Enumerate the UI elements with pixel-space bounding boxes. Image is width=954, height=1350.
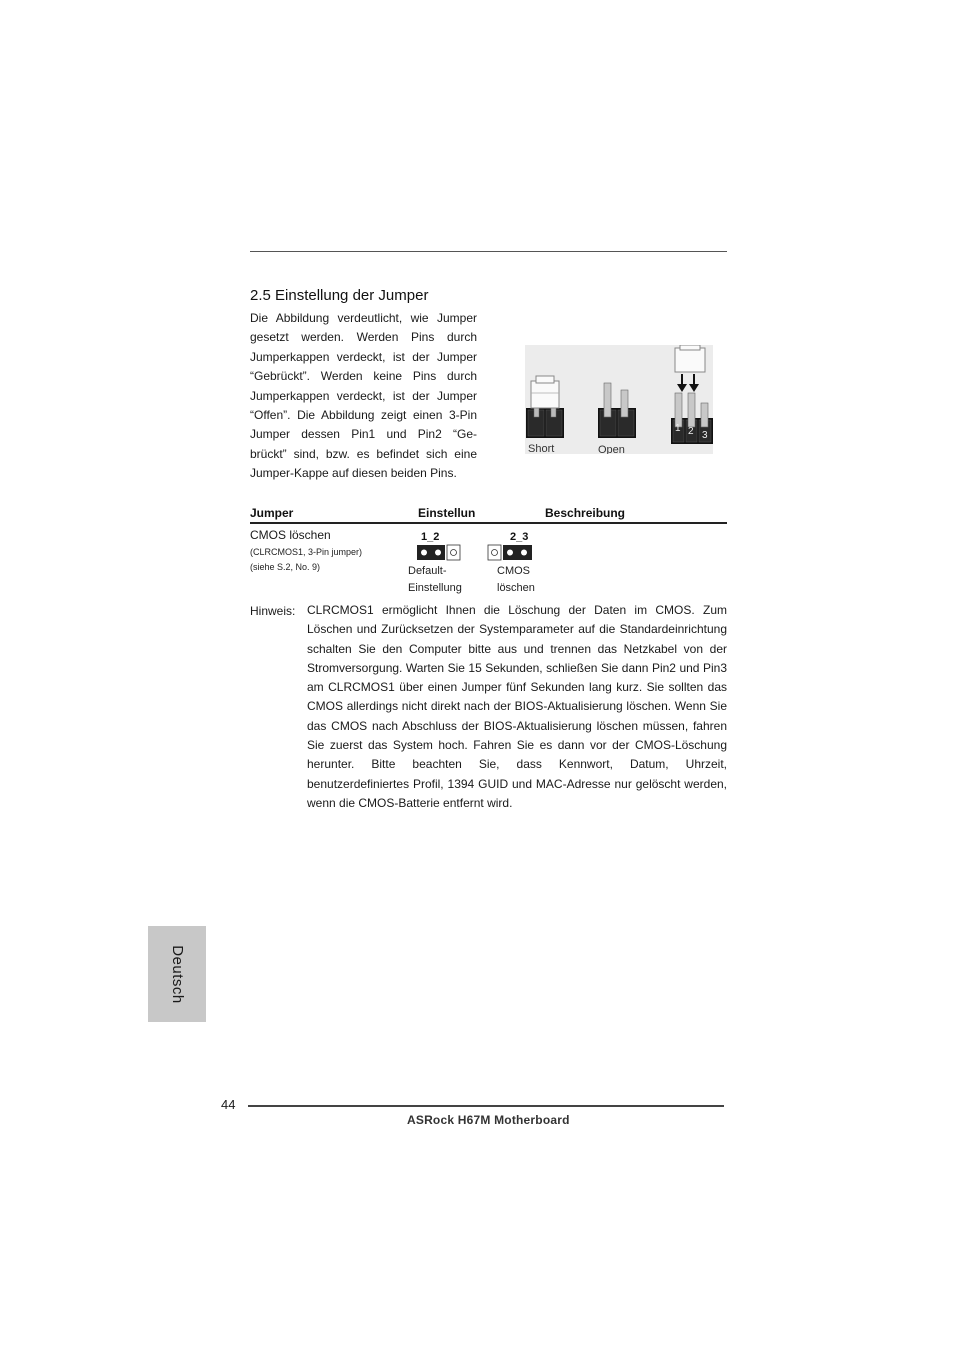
default-caption-line-2: Einstellung [408, 582, 462, 594]
footer-title: ASRock H67M Motherboard [407, 1113, 570, 1127]
jumper-detail-1: (CLRCMOS1, 3-Pin jumper) [250, 547, 363, 557]
section-title: 2.5 Einstellung der Jumper [250, 287, 429, 304]
pin-3-label: 3 [702, 430, 708, 441]
default-setting-svg [407, 528, 463, 564]
jumper-name: CMOS löschen [250, 528, 331, 542]
clear-cmos-svg [486, 528, 542, 564]
clear-cmos-diagram [486, 528, 542, 564]
note-text: CLRCMOS1 ermöglicht Ihnen die Löschung der Daten im CMOS. Zum Löschen und Zurücksetzen der Systemparameter auf die Standardeinrichtung schalten Sie den Computer bitte aus und trennen das Netzkabel von der Stromversorgung. Warten Sie 15 Sekunden, schließen Sie dann Pin2 und Pin3 am CLRCMOS1 über einen Jumper fünf Sekunden lang kurz. Sie sollten das CMOS allerdings nicht direkt nach der BIOS-Aktualisierung löschen. Wenn Sie das CMOS nach Abschluss der BIOS-Aktualisierung löschen müssen, fahren Sie zuerst das System hoch. Fahren Sie es dann vor der CMOS-Löschung herunter. Bitte beachten Sie, dass Kennwort, Datum, Uhrzeit, benutzerdefiniertes Profil, 1394 GUID und MAC-Adresse nur gelöscht werden, wenn die CMOS-Batterie entfernt wird. [307, 603, 727, 810]
short-label: Short [528, 443, 555, 454]
default-pins-label: 1_2 [421, 531, 440, 543]
page-number: 44 [221, 1097, 236, 1112]
clear-caption-line-2: löschen [497, 582, 535, 594]
default-caption-line-1: Default- [408, 565, 447, 577]
jumper-illustration [525, 345, 713, 454]
language-side-tab [148, 926, 206, 1022]
footer-rule [248, 1105, 724, 1107]
intro-paragraph: Die Abbildung verdeutlicht, wie Jumper gesetzt werden. Werden Pins durch Jumperkappen verdeckt, ist der Jumper “Gebrückt”. Werden keine Pins durch Jumperkappen verdeckt, ist der Jumper “Offen”. Die Abbildung zeigt einen 3-Pin Jumper dessen Pin1 und Pin2 “Ge- brückt” sind, bzw. es befindet sich eine Jumper-Kappe auf diesen beiden Pins. [250, 311, 477, 481]
table-header-jumper: Jumper [250, 506, 294, 520]
default-setting-diagram [407, 528, 463, 564]
table-header-rule [250, 522, 727, 524]
jumper-illustration-svg [525, 345, 713, 454]
short-jumper-graphic [526, 376, 564, 438]
header-rule [250, 251, 727, 252]
table-header-setting: Einstellun [418, 506, 476, 520]
language-side-tab-label: Deutsch [168, 944, 186, 1004]
clear-pins-label: 2_3 [510, 531, 529, 543]
note-label: Hinweis: [250, 604, 296, 618]
open-jumper-graphic [598, 383, 636, 438]
jumper-detail-2: (siehe S.2, No. 9) [250, 562, 321, 572]
pin-1-label: 1 [675, 423, 681, 434]
open-label: Open [598, 444, 625, 454]
clear-caption-line-1: CMOS [497, 565, 530, 577]
pin-2-label: 2 [688, 426, 694, 437]
table-header-description: Beschreibung [545, 506, 626, 520]
